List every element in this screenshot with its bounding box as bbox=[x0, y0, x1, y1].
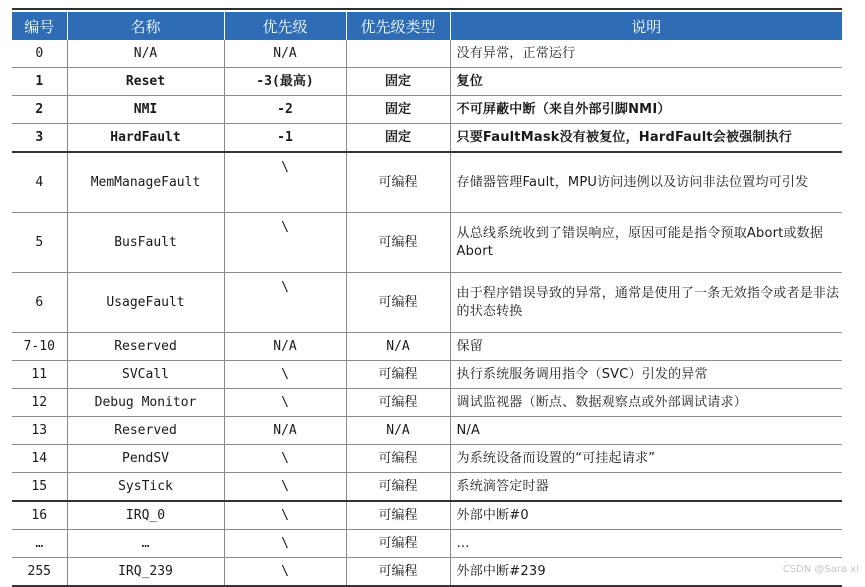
cell-priority: N/A bbox=[224, 417, 346, 445]
cell-priority: -3(最高) bbox=[224, 68, 346, 96]
cell-number: 13 bbox=[12, 417, 67, 445]
cell-priority: \ bbox=[224, 558, 346, 587]
top-rule bbox=[12, 0, 842, 10]
cell-description: 执行系统服务调用指令（SVC）引发的异常 bbox=[450, 361, 842, 389]
watermark: CSDN @Sara xl bbox=[782, 564, 859, 575]
cell-priority-type: N/A bbox=[346, 417, 450, 445]
table-row bbox=[12, 445, 842, 473]
cell-number: 6 bbox=[12, 273, 67, 333]
cell-priority-type: 可编程 bbox=[346, 501, 450, 530]
table-row bbox=[12, 333, 842, 361]
cell-priority: \ bbox=[224, 389, 346, 417]
cell-description: 不可屏蔽中断（来自外部引脚NMI） bbox=[450, 96, 842, 124]
cell-priority: \ bbox=[224, 445, 346, 473]
cell-number: 14 bbox=[12, 445, 67, 473]
header-number: 编号 bbox=[12, 12, 67, 40]
cell-priority: -1 bbox=[224, 124, 346, 153]
cell-priority-type: 可编程 bbox=[346, 273, 450, 333]
cell-name: UsageFault bbox=[67, 273, 224, 333]
cell-priority-type: 可编程 bbox=[346, 530, 450, 558]
table-row bbox=[12, 417, 842, 445]
cell-priority: \ bbox=[224, 152, 346, 213]
cell-priority: N/A bbox=[224, 333, 346, 361]
table-row bbox=[12, 68, 842, 96]
cell-number: 1 bbox=[12, 68, 67, 96]
cell-name: … bbox=[67, 530, 224, 558]
cell-description: 由于程序错误导致的异常，通常是使用了一条无效指令或者是非法的状态转换 bbox=[450, 273, 842, 333]
cell-description: 外部中断#239 bbox=[450, 558, 842, 587]
header-priority-type: 优先级类型 bbox=[346, 12, 450, 40]
table-row bbox=[12, 40, 842, 68]
cell-description: 系统滴答定时器 bbox=[450, 473, 842, 502]
cell-name: HardFault bbox=[67, 124, 224, 153]
cell-name: N/A bbox=[67, 40, 224, 68]
table-row bbox=[12, 389, 842, 417]
cell-number: 16 bbox=[12, 501, 67, 530]
cell-number: 2 bbox=[12, 96, 67, 124]
table-row bbox=[12, 213, 842, 273]
header-row bbox=[12, 12, 842, 40]
cell-name: Reserved bbox=[67, 417, 224, 445]
header-name: 名称 bbox=[67, 12, 224, 40]
cell-priority: \ bbox=[224, 213, 346, 273]
cell-priority: \ bbox=[224, 473, 346, 502]
cell-priority-type: 可编程 bbox=[346, 558, 450, 587]
cell-priority-type: 固定 bbox=[346, 68, 450, 96]
cell-name: BusFault bbox=[67, 213, 224, 273]
cell-description: … bbox=[450, 530, 842, 558]
cell-description: 没有异常，正常运行 bbox=[450, 40, 842, 68]
cell-priority: N/A bbox=[224, 40, 346, 68]
cell-number: 12 bbox=[12, 389, 67, 417]
cell-priority-type: 固定 bbox=[346, 124, 450, 153]
cell-number: 255 bbox=[12, 558, 67, 587]
table-row bbox=[12, 273, 842, 333]
cell-name: IRQ_0 bbox=[67, 501, 224, 530]
cell-name: Reset bbox=[67, 68, 224, 96]
cell-name: IRQ_239 bbox=[67, 558, 224, 587]
cell-description: 外部中断#0 bbox=[450, 501, 842, 530]
cell-number: 4 bbox=[12, 152, 67, 213]
table-row bbox=[12, 473, 842, 502]
cell-description: 只要FaultMask没有被复位，HardFault会被强制执行 bbox=[450, 124, 842, 153]
cell-priority: \ bbox=[224, 501, 346, 530]
cell-priority-type: 固定 bbox=[346, 96, 450, 124]
cell-priority-type: N/A bbox=[346, 333, 450, 361]
header-priority: 优先级 bbox=[224, 12, 346, 40]
cell-description: 保留 bbox=[450, 333, 842, 361]
cell-number: 7-10 bbox=[12, 333, 67, 361]
cell-name: SysTick bbox=[67, 473, 224, 502]
cell-number: 5 bbox=[12, 213, 67, 273]
table-row bbox=[12, 530, 842, 558]
cell-description: N/A bbox=[450, 417, 842, 445]
table-row bbox=[12, 152, 842, 213]
cell-priority-type: 可编程 bbox=[346, 152, 450, 213]
cell-priority-type bbox=[346, 40, 450, 68]
table-row bbox=[12, 124, 842, 153]
cell-number: 0 bbox=[12, 40, 67, 68]
cell-number: 11 bbox=[12, 361, 67, 389]
exception-table bbox=[12, 12, 842, 587]
header-description: 说明 bbox=[450, 12, 842, 40]
cell-name: Debug Monitor bbox=[67, 389, 224, 417]
cell-description: 存储器管理Fault，MPU访问违例以及访问非法位置均可引发 bbox=[450, 152, 842, 213]
cell-name: MemManageFault bbox=[67, 152, 224, 213]
cell-number: … bbox=[12, 530, 67, 558]
cell-number: 3 bbox=[12, 124, 67, 153]
cell-priority: -2 bbox=[224, 96, 346, 124]
cell-priority: \ bbox=[224, 530, 346, 558]
cell-number: 15 bbox=[12, 473, 67, 502]
cell-priority-type: 可编程 bbox=[346, 361, 450, 389]
cell-priority: \ bbox=[224, 361, 346, 389]
cell-priority-type: 可编程 bbox=[346, 389, 450, 417]
cell-name: PendSV bbox=[67, 445, 224, 473]
cell-name: SVCall bbox=[67, 361, 224, 389]
cell-priority-type: 可编程 bbox=[346, 473, 450, 502]
cell-name: NMI bbox=[67, 96, 224, 124]
cell-description: 复位 bbox=[450, 68, 842, 96]
cell-priority-type: 可编程 bbox=[346, 445, 450, 473]
table-row bbox=[12, 96, 842, 124]
table-row bbox=[12, 558, 842, 587]
cell-priority-type: 可编程 bbox=[346, 213, 450, 273]
cell-priority: \ bbox=[224, 273, 346, 333]
table-row bbox=[12, 361, 842, 389]
table-row bbox=[12, 501, 842, 530]
cell-description: 为系统设备而设置的“可挂起请求” bbox=[450, 445, 842, 473]
cell-description: 调试监视器（断点、数据观察点或外部调试请求） bbox=[450, 389, 842, 417]
cell-description: 从总线系统收到了错误响应，原因可能是指令预取Abort或数据Abort bbox=[450, 213, 842, 273]
cell-name: Reserved bbox=[67, 333, 224, 361]
